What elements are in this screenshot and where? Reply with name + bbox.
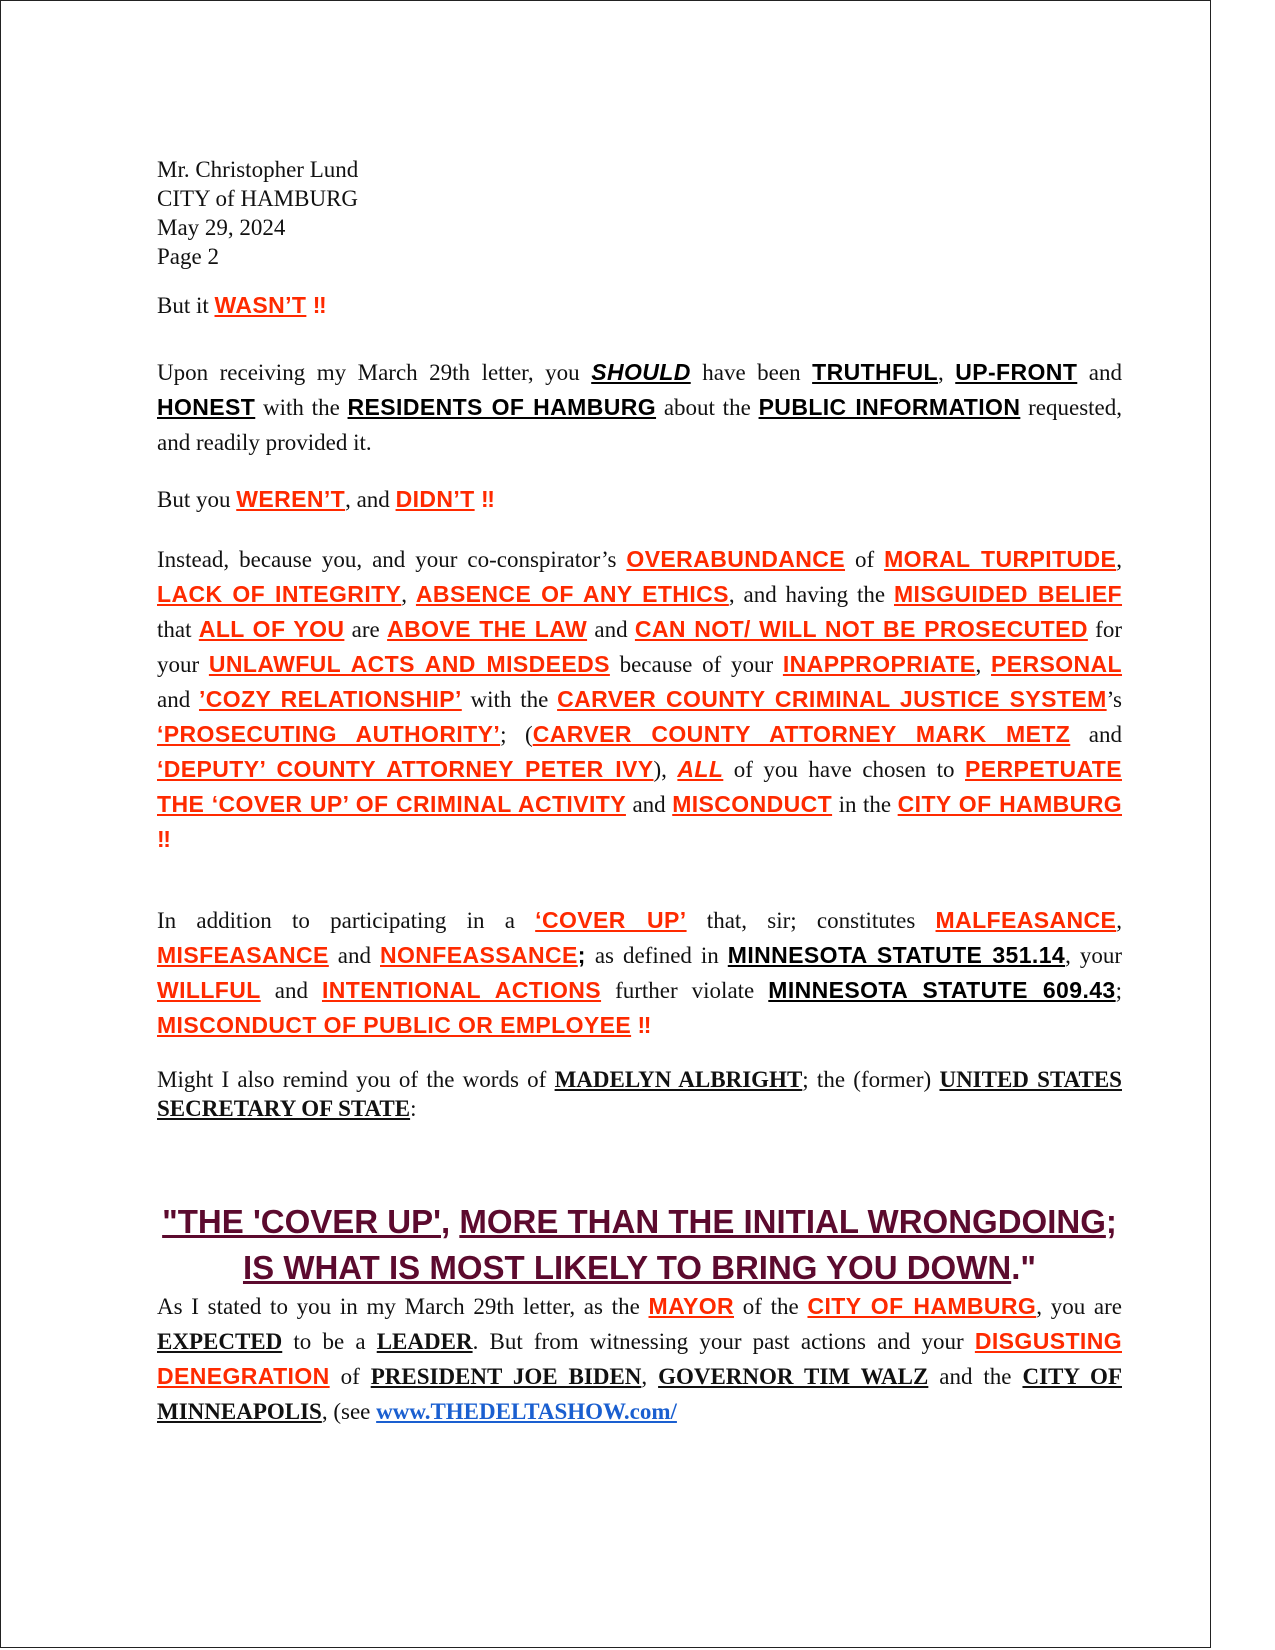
emphasis-moral-turpitude: MORAL TURPITUDE <box>884 546 1117 572</box>
emphasis-upfront: UP-FRONT <box>955 359 1078 385</box>
emphasis-city-hamburg: CITY OF HAMBURG <box>897 791 1122 817</box>
recipient-name: Mr. Christopher Lund <box>157 157 359 182</box>
emphasis-truthful: TRUTHFUL <box>812 359 938 385</box>
emphasis-residents: RESIDENTS OF HAMBURG <box>347 394 657 420</box>
emphasis-honest: HONEST <box>157 394 256 420</box>
paragraph-2: Upon receiving my March 29th letter, you SHOULD have been TRUTHFUL, UP-FRONT and HONEST with the RESIDENTS OF HAMBURG about the PUBLIC INFORMATION requested, and readily provided it. <box>157 359 1123 455</box>
emphasis-willful: WILLFUL <box>157 977 261 1003</box>
emphasis-inappropriate: INAPPROPRIATE <box>782 651 976 677</box>
name-minneapolis: CITY OF MINNEAPOLIS <box>157 1364 1122 1424</box>
letter-date: May 29, 2024 <box>157 215 286 240</box>
emphasis-statute-351: MINNESOTA STATUTE 351.14 <box>727 942 1066 968</box>
emphasis-should: SHOULD <box>591 359 691 385</box>
emphasis-wasnt: WASN’T <box>214 292 307 318</box>
emphasis-misconduct: MISCONDUCT <box>672 791 833 817</box>
emphasis-cozy: ’COZY RELATIONSHIP’ <box>198 686 462 712</box>
emphasis-public-info: PUBLIC INFORMATION <box>758 394 1021 420</box>
page-number: Page 2 <box>157 244 219 269</box>
recipient-city: CITY of HAMBURG <box>157 186 359 211</box>
emphasis-intentional: INTENTIONAL ACTIONS <box>321 977 602 1003</box>
emphasis-nonfeasance: NONFEASSANCE <box>380 942 578 968</box>
emphasis-above-law: ABOVE THE LAW <box>387 616 588 642</box>
emphasis-all: ALL <box>677 756 724 782</box>
paragraph-4: Instead, because you, and your co-conspirator’s OVERABUNDANCE of MORAL TURPITUDE, LACK OF INTEGRITY, ABSENCE OF ANY ETHICS, and having the MISGUIDED BELIEF that ALL OF YOU are ABOVE THE LAW and CAN NOT/ WILL NOT BE PROSECUTED for your UNLAWFUL ACTS AND MISDEEDS because of your INAPPROPRIATE, PERSONAL and ’COZY RELATIONSHIP’ with the CARVER COUNTY CRIMINAL JUSTICE SYSTEM’s ‘PROSECUTING AUTHORITY’; (CARVER COUNTY ATTORNEY MARK METZ and ‘DEPUTY’ COUNTY ATTORNEY PETER IVY), ALL of you have chosen to PERPETUATE THE ‘COVER UP’ OF CRIMINAL ACTIVITY and MISCONDUCT in the CITY OF HAMBURG ‼ <box>157 546 1123 852</box>
emphasis-misguided: MISGUIDED BELIEF <box>893 581 1123 607</box>
emphasis-disgusting: DISGUSTING DENEGRATION <box>157 1328 1122 1389</box>
emphasis-werent: WEREN’T <box>236 486 346 512</box>
name-biden: PRESIDENT JOE BIDEN <box>370 1364 642 1389</box>
paragraph-6: Might I also remind you of the words of MADELYN ALBRIGHT; the (former) UNITED STATES SECRETARY OF STATE: <box>157 1067 1122 1121</box>
emphasis-malfeasance: MALFEASANCE <box>935 907 1117 933</box>
paragraph-7: As I stated to you in my March 29th letter, as the MAYOR of the CITY OF HAMBURG, you are EXPECTED to be a LEADER. But from witnessing your past actions and your DISGUSTING DENEGRATION of PRESIDENT JOE BIDEN, GOVERNOR TIM WALZ and the CITY OF MINNEAPOLIS, (see www.THEDELTASHOW.com/ <box>157 1293 1122 1424</box>
emphasis-personal: PERSONAL <box>991 651 1123 677</box>
emphasis-misconduct-public: MISCONDUCT OF PUBLIC OR EMPLOYEE <box>157 1012 632 1038</box>
emphasis-deputy-ivy: ‘DEPUTY’ COUNTY ATTORNEY PETER IVY <box>157 756 654 782</box>
name-walz: GOVERNOR TIM WALZ <box>658 1364 929 1389</box>
emphasis-statute-609: MINNESOTA STATUTE 609.43 <box>768 977 1116 1003</box>
emphasis-prosecuting: ‘PROSECUTING AUTHORITY’ <box>157 721 501 747</box>
emphasis-city-of-hamburg: CITY OF HAMBURG <box>807 1293 1037 1319</box>
emphasis-carver-system: CARVER COUNTY CRIMINAL JUSTICE SYSTEM <box>557 686 1107 712</box>
emphasis-perpetuate: PERPETUATE THE ‘COVER UP’ OF CRIMINAL ACTIVITY <box>157 756 1122 817</box>
emphasis-leader: LEADER <box>376 1329 473 1354</box>
letter-header <box>157 155 1122 271</box>
emphasis-cover-up: ‘COVER UP’ <box>535 907 687 933</box>
deltashow-link[interactable]: www.THEDELTASHOW.com/ <box>376 1399 677 1424</box>
emphasis-unlawful: UNLAWFUL ACTS AND MISDEEDS <box>208 651 610 677</box>
emphasis-didnt: DIDN’T <box>395 486 475 512</box>
emphasis-expected: EXPECTED <box>157 1329 283 1354</box>
emphasis-lack-integrity: LACK OF INTEGRITY <box>157 581 402 607</box>
title-secretary: UNITED STATES SECRETARY OF STATE <box>157 1067 1122 1121</box>
paragraph-5: In addition to participating in a ‘COVER UP’ that, sir; constitutes MALFEASANCE, MISFEASANCE and NONFEASSANCE; as defined in MINNESOTA STATUTE 351.14, your WILLFUL and INTENTIONAL ACTIONS further violate MINNESOTA STATUTE 609.43; MISCONDUCT OF PUBLIC OR EMPLOYEE ‼ <box>157 907 1123 1038</box>
albright-quote: "THE 'COVER UP', MORE THAN THE INITIAL WRONGDOING; IS WHAT IS MOST LIKELY TO BRING YOU DOWN." <box>162 1203 1117 1286</box>
paragraph-3: But you WEREN’T, and DIDN’T ‼ <box>157 486 495 512</box>
name-albright: MADELYN ALBRIGHT <box>554 1067 803 1092</box>
emphasis-attorney-metz: CARVER COUNTY ATTORNEY MARK METZ <box>532 721 1071 747</box>
emphasis-overabundance: OVERABUNDANCE <box>626 546 846 572</box>
emphasis-misfeasance: MISFEASANCE <box>157 942 329 968</box>
emphasis-cannot-prosecuted: CAN NOT/ WILL NOT BE PROSECUTED <box>634 616 1088 642</box>
emphasis-absence-ethics: ABSENCE OF ANY ETHICS <box>415 581 729 607</box>
emphasis-mayor: MAYOR <box>648 1293 735 1319</box>
emphasis-all-of-you: ALL OF YOU <box>198 616 345 642</box>
paragraph-1: But it WASN’T ‼ <box>157 292 327 318</box>
